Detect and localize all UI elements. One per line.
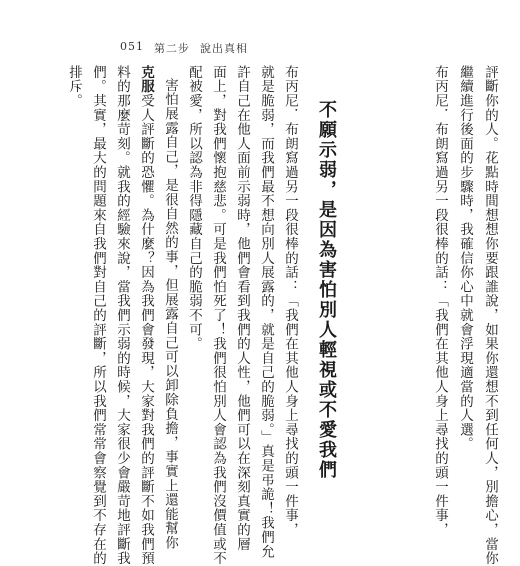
chapter-title: 說出真相 bbox=[200, 42, 248, 55]
text-column: 布丙尼．布朗寫過另一段很棒的話：「我們在其他人身上尋找的頭一件事， bbox=[282, 65, 298, 537]
chapter-label: 第二步 bbox=[154, 42, 190, 55]
text-column: 許自己在他人面前示弱時，他們會看到我們的人性，他們可以在深刻真實的層 bbox=[234, 65, 250, 552]
text-column: 就是脆弱，而我們最不想向別人展露的，就是自己的脆弱。」真是弔詭！我們允 bbox=[258, 65, 274, 559]
page-number: 051 bbox=[120, 40, 144, 53]
text-column: 克服受人評斷的恐懼。為什麼？因為我們會發現，大家對我們的評斷不如我們預 bbox=[138, 65, 154, 566]
running-header bbox=[120, 40, 248, 56]
text-column: 配被愛，所以認為非得隱藏自己的脆弱不可。 bbox=[186, 65, 202, 351]
text-column: 面上，對我們懷抱慈悲。可是我們怕死了！我們很怕別人會認為我們沒價值或不 bbox=[210, 65, 226, 566]
text-column: 評斷你的人。花點時間想想你要跟誰說，如果你還想不到任何人，別擔心，當你 bbox=[482, 65, 498, 566]
text-column: 繼續進行後面的步驟時，我確信你心中就會浮現適當的人選。 bbox=[457, 65, 473, 452]
text-column: 布丙尼．布朗寫過另一段很棒的話：「我們在其他人身上尋找的頭一件事， bbox=[432, 65, 448, 537]
text-column: 們。其實，最大的問題來自我們對自己的評斷，所以我們常常會察覺到不存在的 bbox=[90, 65, 106, 566]
section-heading: 不願示弱，是因為害怕別人輕視或不愛我們 bbox=[316, 100, 337, 480]
text-column: 害怕展露自己，是很自然的事，但展露自己可以卸除負擔，事實上還能幫你 bbox=[162, 78, 178, 550]
text-column: 料的那麼苛刻。就我的經驗來說，當我們示弱的時候，大家很少會嚴苛地評斷我 bbox=[114, 65, 130, 566]
text-column: 排斥。 bbox=[66, 65, 82, 108]
